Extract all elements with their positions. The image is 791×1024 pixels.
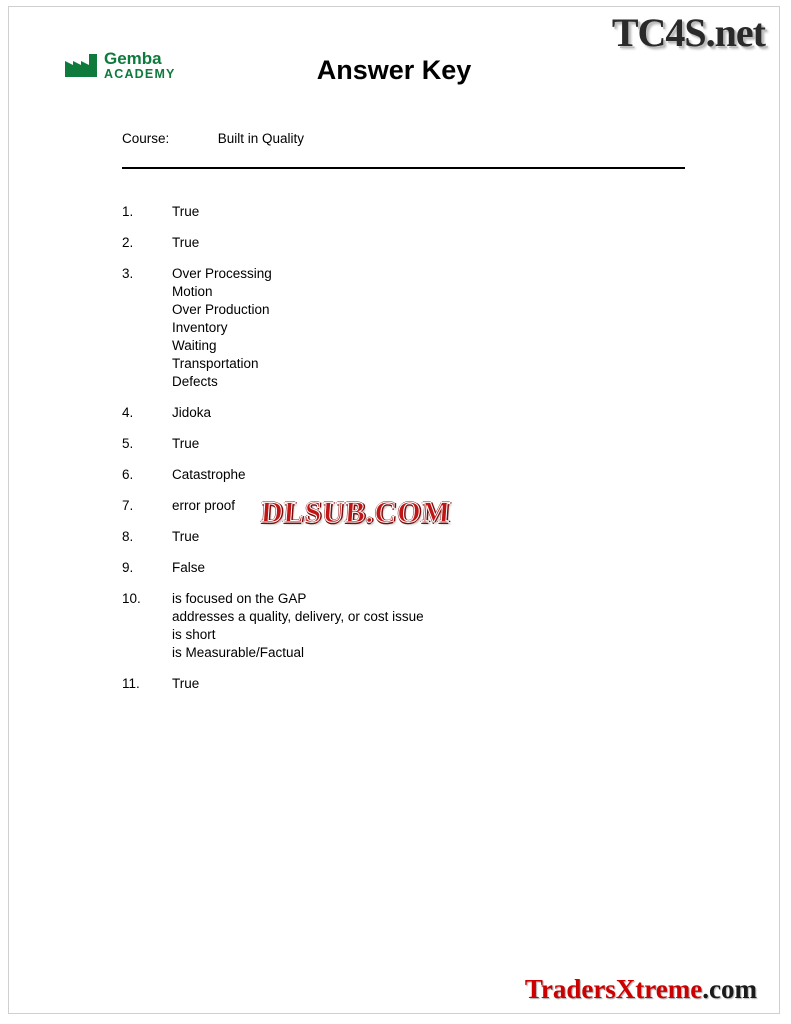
answer-number: 11. (122, 676, 140, 691)
answer-line: error proof (172, 498, 236, 513)
answer-body (172, 590, 424, 662)
answer-body (172, 265, 272, 391)
list-item (122, 234, 692, 252)
answer-line: is short (172, 627, 216, 642)
answer-line: Jidoka (172, 405, 212, 420)
list-item (122, 404, 692, 422)
answer-list (122, 203, 692, 706)
answer-number: 2. (122, 235, 134, 250)
page-title: Answer Key (316, 55, 472, 85)
answer-line: is focused on the GAP (172, 591, 307, 606)
document-page (8, 6, 780, 1014)
answer-body (172, 234, 199, 252)
answer-line: Inventory (172, 320, 228, 335)
answer-line: Waiting (172, 338, 217, 353)
answer-number: 9. (122, 560, 134, 575)
course-label: Course: (122, 131, 170, 146)
answer-body (172, 675, 199, 693)
list-item (122, 590, 692, 662)
answer-body (172, 528, 199, 546)
answer-line: Defects (172, 374, 218, 389)
answer-line: Over Production (172, 302, 270, 317)
answer-line: True (172, 529, 200, 544)
answer-line: is Measurable/Factual (172, 645, 305, 660)
logo-name: Gemba (104, 49, 162, 68)
answer-number: 8. (122, 529, 134, 544)
answer-line: True (172, 676, 200, 691)
list-item (122, 203, 692, 221)
answer-body (172, 203, 199, 221)
list-item (122, 435, 692, 453)
answer-line: addresses a quality, delivery, or cost issue (172, 609, 424, 624)
watermark-center: DLSUB.COM (259, 496, 453, 529)
answer-line: Over Processing (172, 266, 272, 281)
watermark-footer (525, 974, 757, 1005)
answer-line: True (172, 436, 200, 451)
answer-body (172, 435, 199, 453)
answer-body (172, 466, 246, 484)
list-item (122, 466, 692, 484)
answer-number: 7. (122, 498, 134, 513)
watermark-footer-secondary: .com (702, 974, 757, 1004)
course-row (122, 131, 304, 146)
answer-line: True (172, 204, 200, 219)
list-item (122, 675, 692, 693)
answer-line: Catastrophe (172, 467, 246, 482)
list-item (122, 528, 692, 546)
logo-subtitle: ACADEMY (104, 67, 176, 81)
answer-number: 1. (122, 204, 134, 219)
answer-line: True (172, 235, 200, 250)
answer-line: Transportation (172, 356, 259, 371)
answer-body (172, 404, 211, 422)
answer-number: 10. (122, 591, 141, 606)
answer-line: Motion (172, 284, 213, 299)
watermark-footer-primary: TradersXtreme (524, 974, 703, 1004)
header-divider (122, 167, 685, 169)
answer-line: False (172, 560, 206, 575)
answer-number: 4. (122, 405, 134, 420)
answer-number: 3. (122, 266, 134, 281)
watermark-top-right: TC4S.net (611, 10, 765, 55)
answer-number: 6. (122, 467, 134, 482)
answer-body (172, 559, 205, 577)
list-item (122, 559, 692, 577)
answer-body (172, 497, 235, 515)
list-item (122, 265, 692, 391)
course-value: Built in Quality (217, 131, 305, 146)
answer-number: 5. (122, 436, 134, 451)
